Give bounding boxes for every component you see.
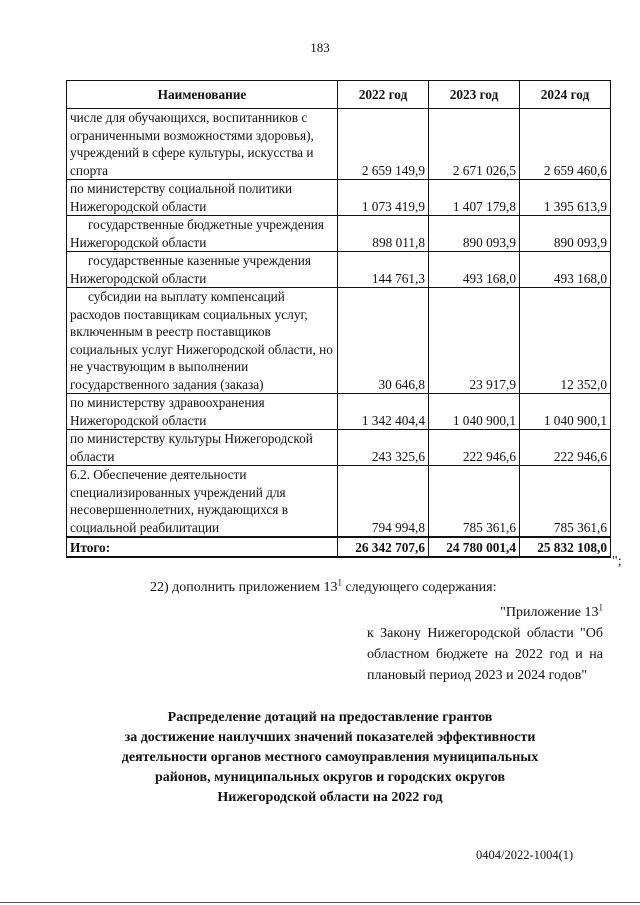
header-2022: 2022 год xyxy=(338,81,429,109)
row-name: по министерству культуры Нижегородской области xyxy=(67,430,338,466)
value-2022: 898 011,8 xyxy=(338,216,429,252)
table-row xyxy=(67,216,611,252)
value-2023: 1 407 179,8 xyxy=(429,180,520,216)
budget-table xyxy=(66,80,611,558)
title-line: деятельности органов местного самоуправления муниципальных xyxy=(121,750,539,765)
header-name: Наименование xyxy=(67,81,338,109)
document-title xyxy=(80,708,580,808)
value-2022: 243 325,6 xyxy=(338,430,429,466)
appendix-rest: к Закону Нижегородской области "Об областном бюджете на 2022 год и на плановый период 2023 и 2024 годов" xyxy=(367,626,603,683)
row-name: государственные казенные учреждения Нижегородской области xyxy=(67,252,338,288)
value-2023: 785 361,6 xyxy=(429,466,520,538)
row-name: государственные бюджетные учреждения Нижегородской области xyxy=(67,216,338,252)
table-header-row xyxy=(67,81,611,109)
table-row xyxy=(67,430,611,466)
amendment-superscript: 1 xyxy=(337,577,342,588)
value-2024: 890 093,9 xyxy=(520,216,611,252)
appendix-line1 xyxy=(367,602,603,623)
table-row xyxy=(67,109,611,180)
appendix-line1-text: "Приложение 13 xyxy=(500,605,599,620)
row-name: числе для обучающихся, воспитанников с ограниченными возможностями здоровья), учреждений в сфере культуры, искусства и спорта xyxy=(67,109,338,180)
total-2022: 26 342 707,6 xyxy=(338,537,429,557)
table-row xyxy=(67,180,611,216)
value-2023: 890 093,9 xyxy=(429,216,520,252)
value-2022: 1 342 404,4 xyxy=(338,394,429,430)
appendix-header xyxy=(367,602,603,686)
title-line: Нижегородской области на 2022 год xyxy=(217,790,443,805)
value-2024: 493 168,0 xyxy=(520,252,611,288)
value-2022: 794 994,8 xyxy=(338,466,429,538)
value-2024: 785 361,6 xyxy=(520,466,611,538)
amendment-before: 22) дополнить приложением 13 xyxy=(150,580,338,595)
value-2023: 222 946,6 xyxy=(429,430,520,466)
amendment-text xyxy=(150,577,497,596)
value-2024: 12 352,0 xyxy=(520,288,611,394)
value-2023: 23 917,9 xyxy=(429,288,520,394)
value-2022: 2 659 149,9 xyxy=(338,109,429,180)
value-2022: 30 646,8 xyxy=(338,288,429,394)
title-line: районов, муниципальных округов и городских округов xyxy=(154,770,506,785)
header-2023: 2023 год xyxy=(429,81,520,109)
header-2024: 2024 год xyxy=(520,81,611,109)
value-2023: 493 168,0 xyxy=(429,252,520,288)
value-2024: 1 040 900,1 xyxy=(520,394,611,430)
appendix-superscript: 1 xyxy=(598,602,603,613)
scan-edge-line xyxy=(0,902,640,903)
value-2023: 1 040 900,1 xyxy=(429,394,520,430)
total-2024: 25 832 108,0 xyxy=(520,537,611,557)
value-2022: 144 761,3 xyxy=(338,252,429,288)
title-line: Распределение дотаций на предоставление грантов xyxy=(167,710,493,725)
row-name: по министерству здравоохранения Нижегородской области xyxy=(67,394,338,430)
table-row xyxy=(67,466,611,538)
row-name: 6.2. Обеспечение деятельности специализированных учреждений для несовершеннолетних, нуждающихся в социальной реабилитации xyxy=(67,466,338,538)
row-name: субсидии на выплату компенсаций расходов поставщикам социальных услуг, включенным в реестр поставщиков социальных услуг Нижегородской области, но не участвующим в выполнении государственного задания (заказа) xyxy=(67,288,338,394)
table-row xyxy=(67,394,611,430)
table-row xyxy=(67,252,611,288)
value-2022: 1 073 419,9 xyxy=(338,180,429,216)
total-row xyxy=(67,537,611,557)
table-row xyxy=(67,288,611,394)
value-2023: 2 671 026,5 xyxy=(429,109,520,180)
total-2023: 24 780 001,4 xyxy=(429,537,520,557)
closing-quote: "; xyxy=(612,554,622,569)
row-name: по министерству социальной политики Нижегородской области xyxy=(67,180,338,216)
value-2024: 222 946,6 xyxy=(520,430,611,466)
footer-code: 0404/2022-1004(1) xyxy=(476,848,574,862)
value-2024: 1 395 613,9 xyxy=(520,180,611,216)
page-number: 183 xyxy=(310,40,330,55)
amendment-after: следующего содержания: xyxy=(341,580,497,595)
value-2024: 2 659 460,6 xyxy=(520,109,611,180)
title-line: за достижение наилучших значений показателей эффективности xyxy=(124,730,536,745)
total-label: Итого: xyxy=(67,537,338,557)
